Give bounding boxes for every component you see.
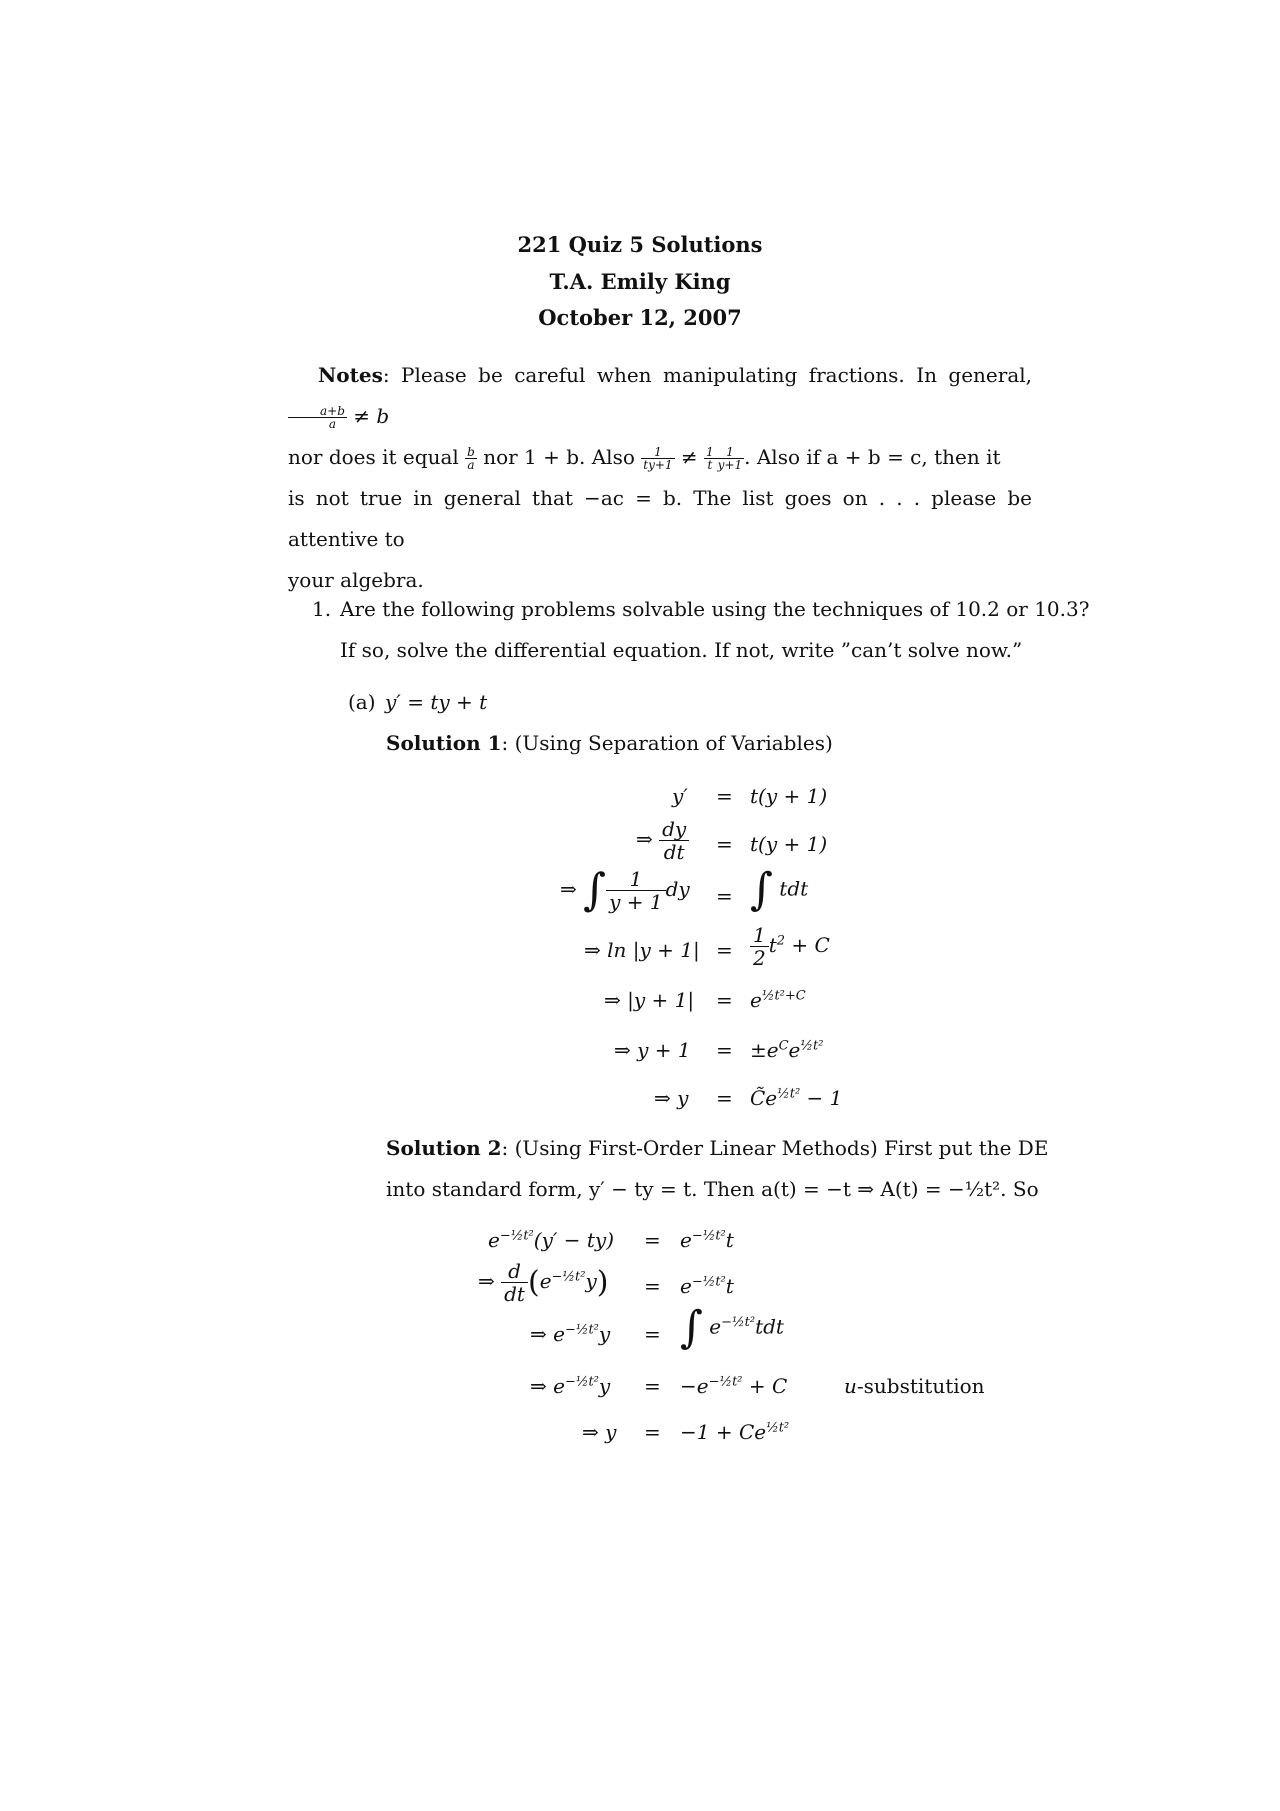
doc-author: T.A. Emily King <box>549 269 731 294</box>
s1-row7-eq: = <box>716 1086 733 1110</box>
solution-1-label: Solution 1 <box>386 731 502 755</box>
fraction-b-over-a: $\frac{b}{a}$ <box>467 445 475 472</box>
s1-row7-lhs: ⇒ y <box>654 1086 689 1110</box>
s1-row2-rhs: t(y + 1) <box>750 832 828 856</box>
u-substitution-note: u-substitution <box>844 1374 985 1398</box>
solution-2-desc-2: into standard form, y′ − ty = t. Then a(t) = −t ⇒ A(t) = −½t². So <box>386 1177 1039 1201</box>
solution-2-desc-1: : (Using First-Order Linear Methods) First put the DE <box>501 1136 1049 1160</box>
s1-row2-eq: = <box>716 832 733 856</box>
s2-row2-eq: = <box>644 1274 661 1298</box>
s1-row3-rhs: ∫ tdt <box>750 864 809 915</box>
part-a-equation: y′ = ty + t <box>385 690 488 714</box>
notes-text-6: your algebra. <box>288 568 424 592</box>
doc-title: 221 Quiz 5 Solutions <box>517 232 763 257</box>
s1-row6-eq: = <box>716 1038 733 1062</box>
notes-text-5: is not true in general that −ac = b. The list goes on . . . please be attentive to <box>288 486 1032 551</box>
notes-label: Notes <box>318 363 383 387</box>
s2-row3-lhs: ⇒ $e^{-\frac{1}{2}t^2}y$ <box>530 1322 611 1346</box>
notes-paragraph: Notes: Please be careful when manipulating fractions. In general, $\frac{a+b}{a}$ ≠ b nor does it equal $\frac{b}{a}$ nor 1 + b. Also $\frac{1}{ty+1}$ ≠ $\frac{1}{t}$ $\frac{1}{y+1}$ . Also if a + b = c, then it is not true in general that −ac = b. The list goes on . . . please be attentive to your algebra. <box>288 355 1032 601</box>
s1-row2-lhs: ⇒ $\frac{dy}{dt}$ <box>636 818 689 863</box>
fraction-1-over-t: $\frac{1}{t}$ <box>706 445 714 472</box>
s2-row5-eq: = <box>644 1420 661 1444</box>
s2-row5-lhs: ⇒ y <box>582 1420 617 1444</box>
fraction-a-plus-b-over-a: $\frac{a+b}{a}$ <box>288 405 347 430</box>
s1-row5-rhs: $e^{\frac{1}{2}t^2+C}$ <box>750 988 806 1012</box>
notes-text-3: nor 1 + b. Also <box>483 445 635 469</box>
s1-row4-eq: = <box>716 938 733 962</box>
s2-row1-rhs: $e^{-\frac{1}{2}t^2}t$ <box>680 1228 734 1252</box>
s2-row5-rhs: $-1 + Ce^{\frac{1}{2}t^2}$ <box>680 1420 790 1444</box>
s1-row7-rhs: $C̃e^{\frac{1}{2}t^2} - 1$ <box>750 1086 843 1110</box>
doc-date: October 12, 2007 <box>538 305 742 330</box>
s2-row3-eq: = <box>644 1322 661 1346</box>
s2-row3-rhs: ∫ $e^{-\frac{1}{2}t^2}tdt$ <box>680 1302 784 1353</box>
notes-text-4: . Also if a + b = c, then it <box>744 445 1001 469</box>
s2-row4-lhs: ⇒ $e^{-\frac{1}{2}t^2}y$ <box>530 1374 611 1398</box>
problem-number: 1. <box>312 597 332 621</box>
fraction-1-over-y-plus-1: $\frac{1}{y+1}$ <box>717 445 743 472</box>
s1-row5-lhs: ⇒ |y + 1| <box>604 988 695 1012</box>
s1-row1-lhs: y′ <box>672 784 688 808</box>
solution-1-desc: : (Using Separation of Variables) <box>501 731 833 755</box>
s1-row3-lhs: ⇒ ∫ $\frac{1}{y + 1}$ dy <box>560 864 690 916</box>
s2-row1-eq: = <box>644 1228 661 1252</box>
s1-row1-eq: = <box>716 784 733 808</box>
problem-line-1: Are the following problems solvable using the techniques of 10.2 or 10.3? <box>340 597 1090 621</box>
s1-row4-rhs: $\frac{1}{2}$ $t^2 + C$ <box>750 924 830 969</box>
s1-row3-eq: = <box>716 884 733 908</box>
notes-text-1: : Please be careful when manipulating fractions. In general, <box>382 363 1032 387</box>
s2-row4-rhs: $-e^{-\frac{1}{2}t^2} + C$ <box>680 1374 788 1398</box>
s2-row4-eq: = <box>644 1374 661 1398</box>
s1-row4-lhs: ⇒ ln |y + 1| <box>584 938 700 962</box>
problem-line-2: If so, solve the differential equation. If not, write ”can’t solve now.” <box>340 638 1023 662</box>
solution-2-label: Solution 2 <box>386 1136 502 1160</box>
s1-row6-rhs: $\pm e^Ce^{\frac{1}{2}t^2}$ <box>750 1038 824 1062</box>
s1-row5-eq: = <box>716 988 733 1012</box>
s1-row6-lhs: ⇒ y + 1 <box>614 1038 691 1062</box>
solution-1-heading <box>386 731 833 755</box>
notes-text-2: nor does it equal <box>288 445 459 469</box>
s1-row1-rhs: t(y + 1) <box>750 784 828 808</box>
fraction-1-over-ty-plus-1: $\frac{1}{ty+1}$ <box>643 445 673 472</box>
s2-row1-lhs: $e^{-\frac{1}{2}t^2}(y' - ty)$ <box>488 1228 615 1252</box>
s2-row2-lhs: ⇒ $\frac{d}{dt}$ $(e^{-\frac{1}{2}t^2}y)$ <box>478 1259 609 1306</box>
part-a-label: (a) <box>348 690 376 714</box>
solution-2-heading <box>386 1136 1048 1160</box>
s2-row2-rhs: $e^{-\frac{1}{2}t^2}t$ <box>680 1274 734 1298</box>
